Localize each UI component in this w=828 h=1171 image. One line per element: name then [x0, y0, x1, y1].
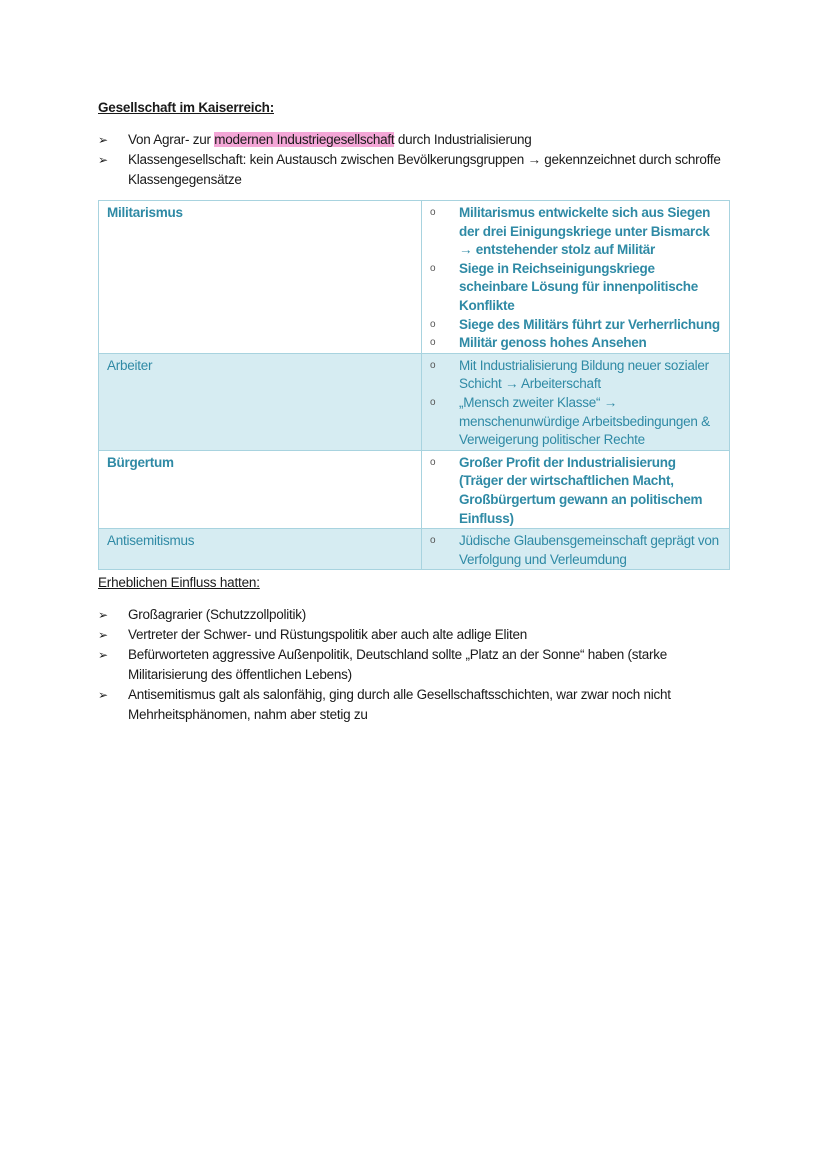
list-item: ➢ Klassengesellschaft: kein Austausch zwischen Bevölkerungsgruppen → gekennzeichnet durch schroffe Klassengegensätze	[98, 152, 721, 187]
section-heading-einfluss: Erheblichen Einfluss hatten:	[98, 575, 260, 590]
row-content	[422, 201, 730, 354]
list-item: o Großer Profit der Industrialisierung (Träger der wirtschaftlichen Macht, Großbürgertum gewann an politischem Einfluss)	[430, 454, 703, 526]
circle-bullet-icon: o	[430, 456, 436, 468]
einfluss-bullet-list	[98, 605, 738, 725]
list-item: ➢ Großagrarier (Schutzzollpolitik)	[98, 605, 738, 625]
circle-bullet-icon: o	[430, 318, 436, 330]
arrow-bullet-icon: ➢	[98, 688, 108, 702]
list-item: ➢ Vertreter der Schwer- und Rüstungspolitik aber auch alte adlige Eliten	[98, 625, 738, 645]
row-content	[422, 450, 730, 528]
circle-bullet-icon: o	[430, 207, 436, 218]
row-label: Antisemitismus	[99, 529, 422, 570]
list-item: ➢ Befürworteten aggressive Außenpolitik, Deutschland sollte „Platz an der Sonne“ haben (starke Militarisierung des öffentlichen Lebens)	[98, 647, 668, 682]
kaiserreich-bullet-list	[98, 130, 738, 190]
row-content	[422, 353, 730, 450]
society-groups-table	[98, 200, 730, 570]
list-item: o Militarismus entwickelte sich aus Siegen der drei Einigungskriege unter Bismarck → entstehender stolz auf Militär	[430, 205, 711, 258]
circle-bullet-icon: o	[430, 535, 436, 547]
list-item: o Jüdische Glaubensgemeinschaft geprägt von Verfolgung und Verleumdung	[430, 533, 719, 567]
table-row-arbeiter	[99, 353, 730, 450]
list-item: ➢ Von Agrar- zur modernen Industriegesellschaft durch Industrialisierung	[98, 130, 738, 150]
section-heading-kaiserreich: Gesellschaft im Kaiserreich:	[98, 100, 274, 115]
list-item: o Siege in Reichseinigungskriege scheinbare Lösung für innenpolitische Konflikte	[430, 260, 699, 313]
arrow-bullet-icon: ➢	[98, 628, 108, 642]
arrow-bullet-icon: ➢	[98, 608, 108, 622]
circle-bullet-icon: o	[430, 396, 436, 408]
row-content	[422, 529, 730, 570]
row-label: Militarismus	[99, 201, 422, 354]
arrow-bullet-icon: ➢	[98, 133, 108, 147]
row-label: Bürgertum	[99, 450, 422, 528]
circle-bullet-icon: o	[430, 337, 436, 349]
table-row-buergertum	[99, 450, 730, 528]
circle-bullet-icon: o	[430, 262, 436, 274]
table-row-antisemitismus	[99, 529, 730, 570]
table-row-militarismus	[99, 201, 730, 354]
arrow-bullet-icon: ➢	[98, 648, 108, 662]
arrow-bullet-icon: ➢	[98, 153, 108, 167]
list-item: o Mit Industrialisierung Bildung neuer sozialer Schicht → Arbeiterschaft	[430, 357, 709, 392]
list-item: o Militär genoss hohes Ansehen	[428, 334, 723, 353]
circle-bullet-icon: o	[430, 359, 436, 371]
highlighted-text: modernen Industriegesellschaft	[214, 132, 395, 147]
row-label: Arbeiter	[99, 353, 422, 450]
list-item: o „Mensch zweiter Klasse“ → menschenunwürdige Arbeitsbedingungen & Verweigerung politischer Rechte	[430, 394, 710, 448]
list-item: o Siege des Militärs führt zur Verherrlichung	[428, 316, 723, 335]
list-item: ➢ Antisemitismus galt als salonfähig, ging durch alle Gesellschaftsschichten, war zwar noch nicht Mehrheitsphänomen, nahm aber stetig zu	[98, 687, 671, 722]
